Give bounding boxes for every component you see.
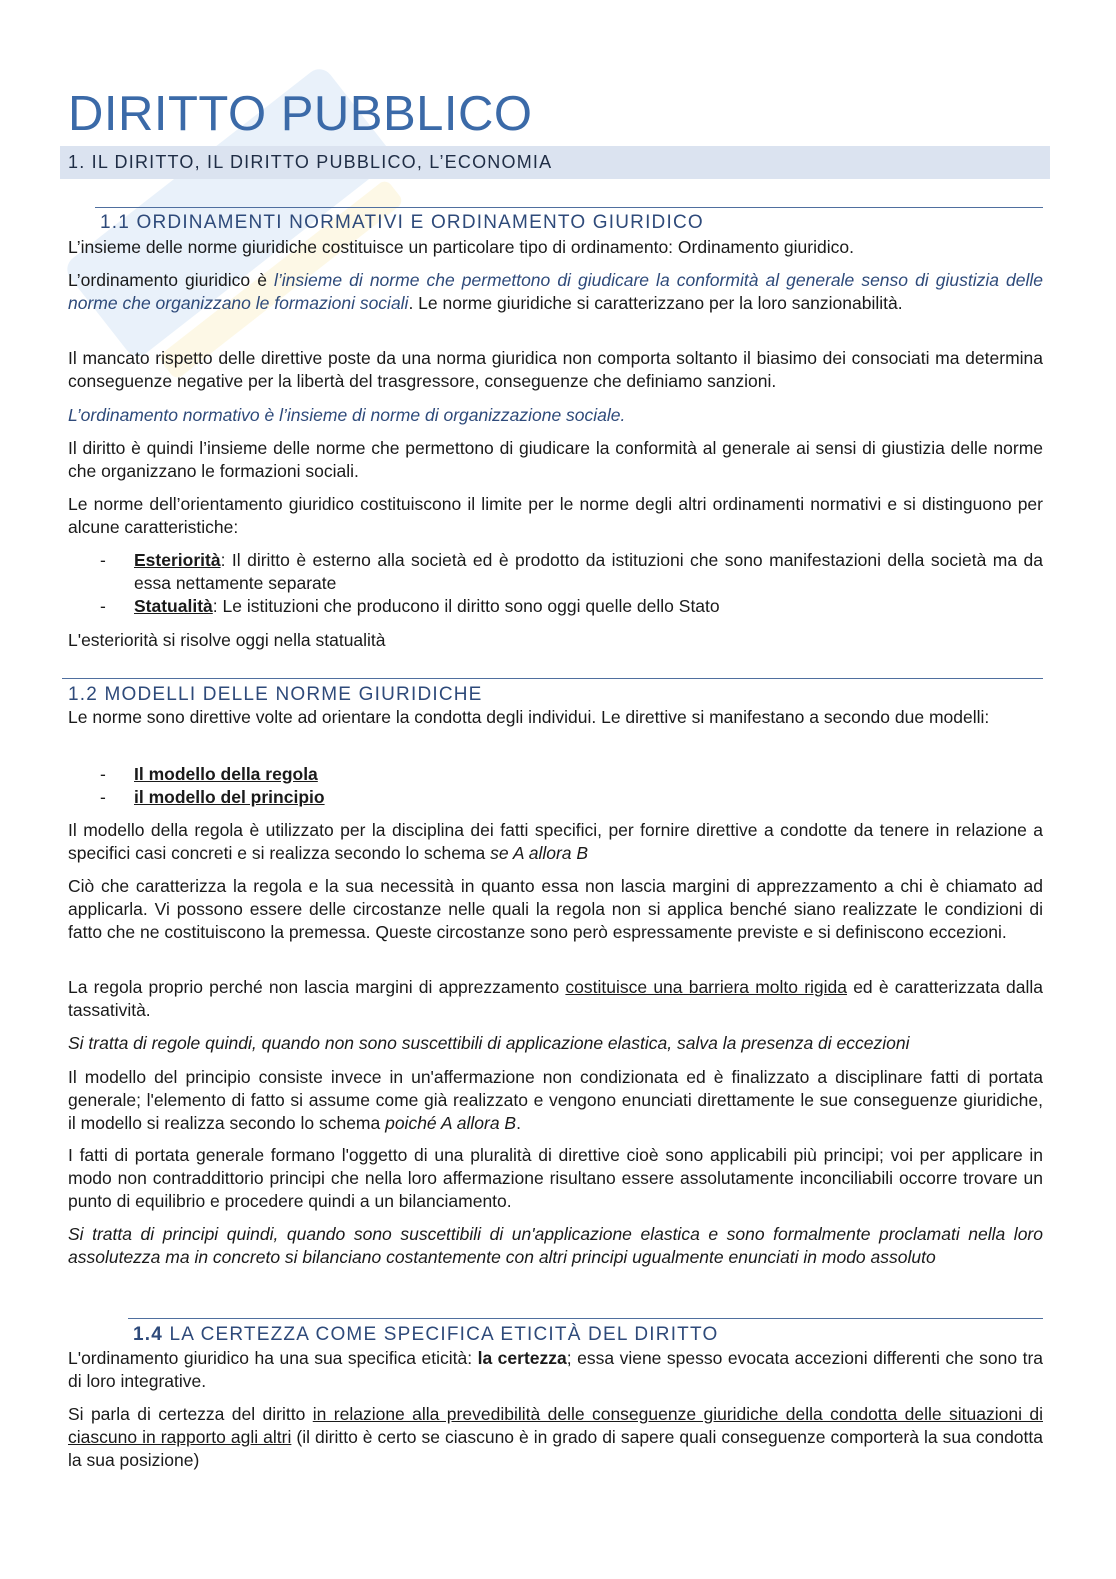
list-item: - Il modello della regola <box>100 763 1043 786</box>
paragraph: Il modello del principio consiste invece in un'affermazione non condizionata ed è finalizzato a disciplinare fatti di portata generale; l'elemento di fatto si assume come già realizzato e vengono enunciati direttamente le sue conseguenze giuridiche, il modello si realizza secondo lo schema poiché A allora B. <box>68 1067 1043 1133</box>
characteristics-list <box>100 549 1043 617</box>
paragraph: Il diritto è quindi l’insieme delle norme che permettono di giudicare la conformità al generale ai sensi di giustizia delle norme che organizzano le formazioni sociali. <box>68 438 1043 481</box>
list-item: - Statualità: Le istituzioni che producono il diritto sono oggi quelle dello Stato <box>100 595 1043 618</box>
paragraph: Si tratta di regole quindi, quando non sono suscettibili di applicazione elastica, salva la presenza di eccezioni <box>68 1033 910 1053</box>
list-item: - Esteriorità: Il diritto è esterno alla società ed è prodotto da istituzioni che sono manifestazioni della società ma da essa nettamente separate <box>100 549 1043 595</box>
section-1-4-heading: 1.4 LA CERTEZZA COME SPECIFICA ETICITÀ DEL DIRITTO <box>133 1324 719 1345</box>
paragraph: L'ordinamento giuridico ha una sua specifica eticità: la certezza; essa viene spesso evocata accezioni differenti che sono tra di loro integrative. <box>68 1348 1043 1391</box>
definition-paragraph: L’ordinamento normativo è l’insieme di norme di organizzazione sociale. <box>68 405 626 425</box>
section-rule <box>95 207 1043 208</box>
paragraph: Il mancato rispetto delle direttive poste da una norma giuridica non comporta soltanto il biasimo dei consociati ma determina conseguenze negative per la libertà del trasgressore, conseguenze che definiamo sanzioni. <box>68 348 1043 391</box>
paragraph: Si tratta di principi quindi, quando sono suscettibili di un'applicazione elastica e sono formalmente proclamati nella loro assolutezza ma in concreto si bilanciano costantemente con altri principi ugualmente enunciati in modo assoluto <box>68 1224 1043 1267</box>
section-rule <box>128 1318 1043 1319</box>
paragraph: Le norme dell’orientamento giuridico costituiscono il limite per le norme degli altri ordinamenti normativi e si distinguono per alcune caratteristiche: <box>68 494 1043 537</box>
paragraph: L’insieme delle norme giuridiche costituisce un particolare tipo di ordinamento: Ordinamento giuridico. <box>68 237 854 257</box>
paragraph: Le norme sono direttive volte ad orientare la condotta degli individui. Le direttive si manifestano a secondo due modelli: <box>68 707 990 727</box>
paragraph: L’ordinamento giuridico è l’insieme di norme che permettono di giudicare la conformità al generale senso di giustizia delle norme che organizzano le formazioni sociali. Le norme giuridiche si caratterizzano per la loro sanzionabilità. <box>68 270 1043 313</box>
paragraph: Si parla di certezza del diritto in relazione alla prevedibilità delle conseguenze giuridiche della condotta delle situazioni di ciascuno in rapporto agli altri (il diritto è certo se ciascuno è in grado di sapere quali conseguenze comporterà la sua condotta la sua posizione) <box>68 1404 1043 1470</box>
models-list <box>100 763 1043 809</box>
paragraph: La regola proprio perché non lascia margini di apprezzamento costituisce una barriera molto rigida ed è caratterizzata dalla tassatività. <box>68 977 1043 1020</box>
paragraph: I fatti di portata generale formano l'oggetto di una pluralità di direttive cioè sono applicabili più principi; voi per applicare in modo non contraddittorio principi che nella loro affermazione risultano essere assolutamente inconciliabili occorre trovare un punto di equilibrio e procedere quindi a un bilanciamento. <box>68 1145 1043 1211</box>
definition-text: l’insieme di norme che permettono di giudicare la conformità al generale senso di giustizia delle norme che organizzano le formazioni sociali <box>68 270 1043 313</box>
section-1-2-heading: 1.2 MODELLI DELLE NORME GIURIDICHE <box>68 684 483 705</box>
paragraph: Ciò che caratterizza la regola e la sua necessità in quanto essa non lascia margini di apprezzamento a chi è chiamato ad applicarla. Vi possono essere delle circostanze nelle quali la regola non si applica benché siano realizzate le condizioni di fatto che ne costituiscono la premessa. Queste circostanze sono però espressamente previste e si definiscono eccezioni. <box>68 876 1043 942</box>
list-item: - il modello del principio <box>100 786 1043 809</box>
paragraph: Il modello della regola è utilizzato per la disciplina dei fatti specifici, per fornire direttive a condotte da tenere in relazione a specifici casi concreti e si realizza secondo lo schema se A allora B <box>68 820 1043 863</box>
chapter-heading: 1. IL DIRITTO, IL DIRITTO PUBBLICO, L’ECONOMIA <box>68 152 553 172</box>
section-rule <box>62 678 1043 679</box>
page-title: DIRITTO PUBBLICO <box>68 87 533 141</box>
section-1-1-heading: 1.1 ORDINAMENTI NORMATIVI E ORDINAMENTO GIURIDICO <box>100 212 704 233</box>
paragraph: L'esteriorità si risolve oggi nella statualità <box>68 630 386 650</box>
